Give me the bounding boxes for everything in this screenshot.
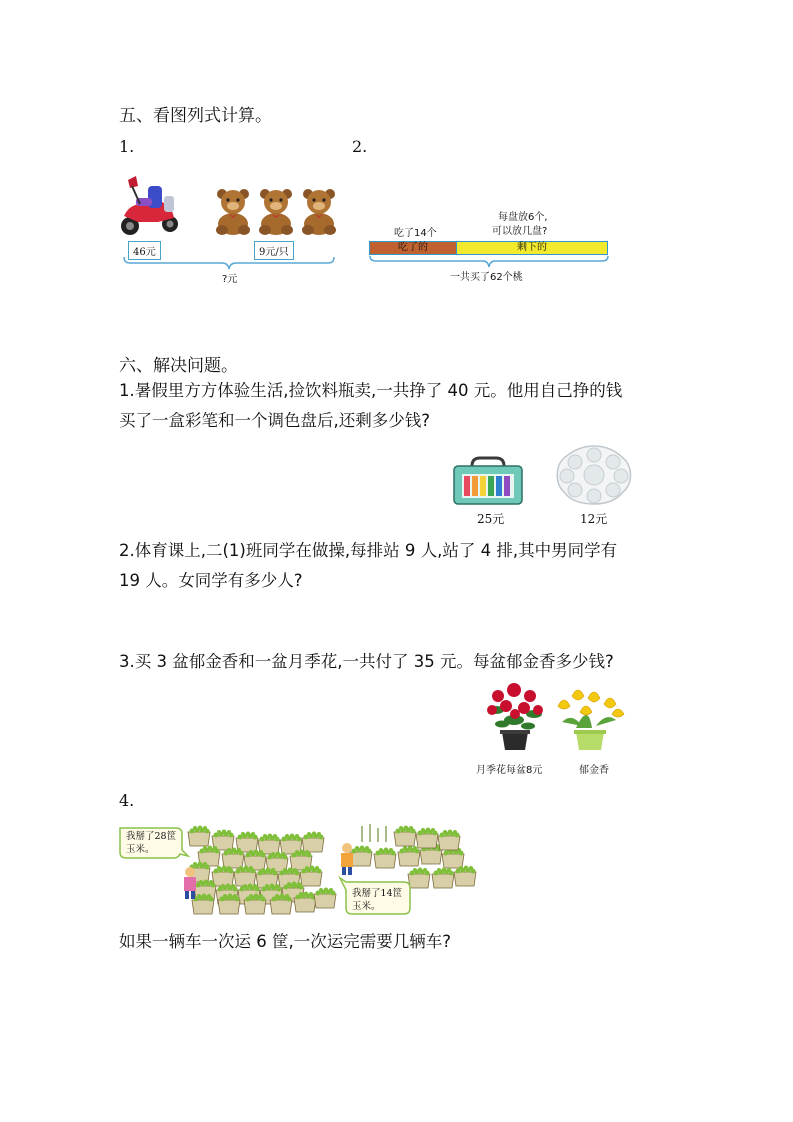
q1-line1: 1.暑假里方方体验生活,捡饮料瓶卖,一共挣了 40 元。他用自己挣的钱: [119, 381, 623, 400]
bubble1-line2: 玉米。: [126, 844, 155, 855]
remaining-bar: [456, 241, 608, 255]
q3-line1: 3.买 3 盆郁金香和一盆月季花,一共付了 35 元。每盆郁金香多少钱?: [119, 652, 614, 671]
toy-price-tag: 46元: [128, 241, 161, 260]
problem2-label: 2.: [352, 137, 368, 156]
bubble2-line1: 我掰了14筐: [352, 888, 403, 899]
eaten-bar-label: 吃了的: [398, 242, 428, 253]
eaten-note: 吃了14个: [394, 228, 437, 239]
tulip-pot-image: [552, 682, 626, 752]
remaining-bar-label: 剩下的: [517, 242, 547, 253]
speech-bubble-1: [126, 830, 176, 856]
palette-image: [553, 444, 635, 506]
q4-question: 如果一辆车一次运 6 筐,一次运完需要几辆车?: [119, 932, 451, 951]
peach-total-label: 一共买了62个桃: [450, 272, 523, 283]
toy-motorcycle-image: [118, 172, 180, 238]
bubble1-line1: 我掰了28筐: [126, 831, 177, 842]
speech-bubble-2: [352, 887, 402, 913]
eaten-bar: [369, 241, 457, 255]
problem1-label: 1.: [119, 137, 135, 156]
total-unknown-label: ?元: [222, 274, 238, 285]
q1-line2: 买了一盒彩笔和一个调色盘后,还剩多少钱?: [119, 411, 431, 430]
tulip-label: 郁金香: [579, 765, 609, 776]
teddy-bears-image: [214, 188, 346, 236]
q4-label: 4.: [119, 791, 135, 810]
pen-price: 25元: [477, 512, 505, 526]
colored-pen-box-image: [452, 458, 524, 506]
plate-note-line2: 可以放几盘?: [492, 226, 548, 237]
peach-total-brace: [369, 256, 609, 268]
bubble2-line2: 玉米。: [352, 901, 381, 912]
palette-price: 12元: [580, 512, 608, 526]
q2-line2: 19 人。女同学有多少人?: [119, 571, 303, 590]
rose-pot-image: [484, 680, 546, 752]
section5-title: 五、看图列式计算。: [119, 106, 272, 126]
plate-note-line1: 每盘放6个,: [498, 212, 548, 223]
total-brace: [122, 256, 336, 270]
rose-price-label: 月季花每盆8元: [476, 765, 543, 776]
bear-price-tag: 9元/只: [254, 241, 294, 260]
section6-title: 六、解决问题。: [119, 356, 238, 376]
q2-line1: 2.体育课上,二(1)班同学在做操,每排站 9 人,站了 4 排,其中男同学有: [119, 541, 618, 560]
